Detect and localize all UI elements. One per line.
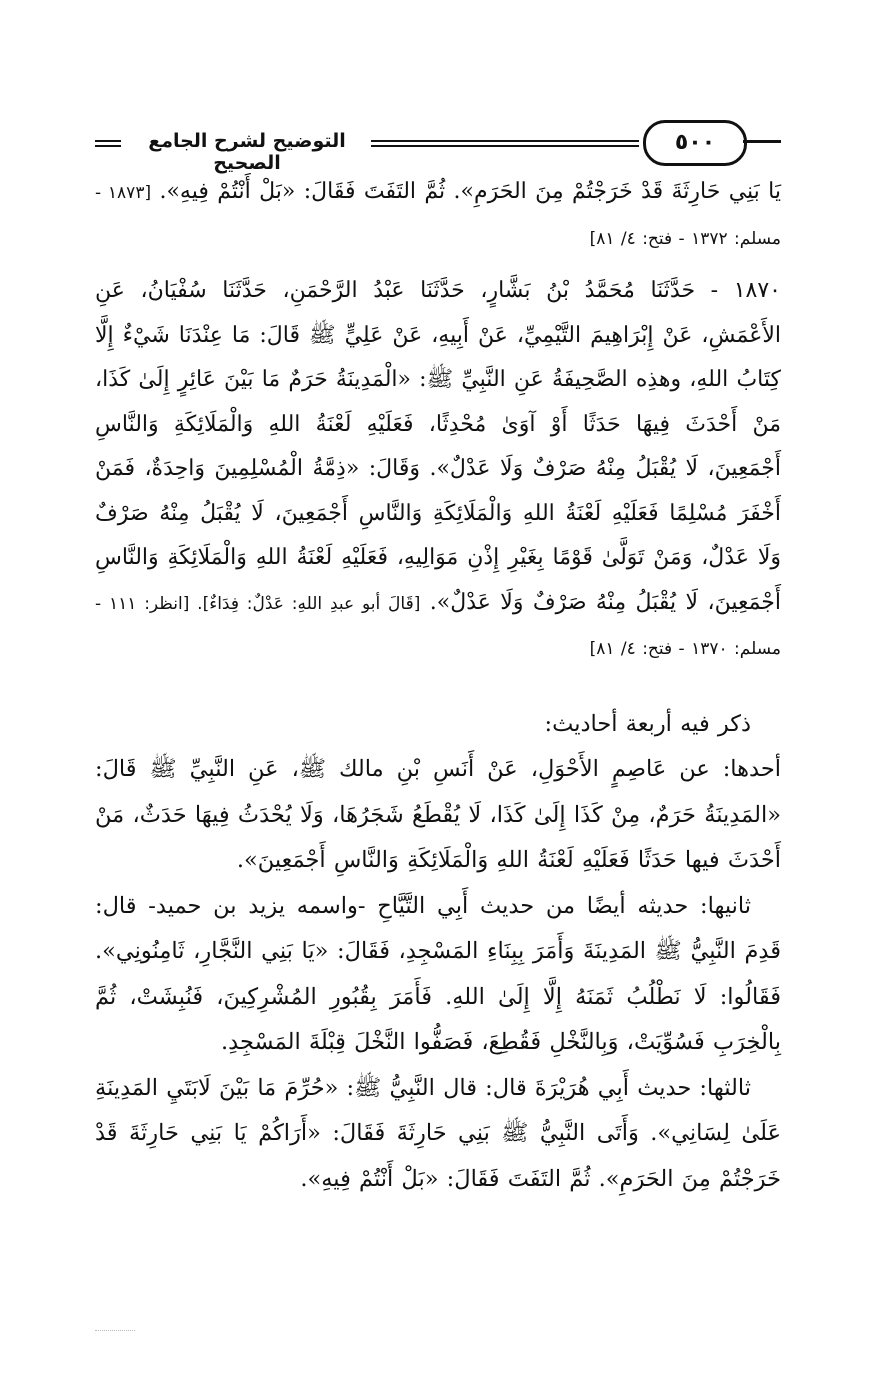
bottom-scan-mark: [95, 1330, 135, 1331]
page-number-tail: [743, 140, 781, 143]
commentary-third-hadith: ثالثها: حديث أَبِي هُرَيْرَةَ قال: قال النَّبِيُّ ﷺ: «حُرِّمَ مَا بَيْنَ لَابَتَيِ المَدِينَةِ عَلَىٰ لِسَانِي». وَأَتَى النَّبِيُّ ﷺ بَنِي حَارِثَةَ فَقَالَ: «أَرَاكُمْ يَا بَنِي حَارِثَةَ قَدْ خَرَجْتُمْ مِنَ الحَرَمِ». ثُمَّ التَفَتَ فَقَالَ: «بَلْ أَنْتُمْ فِيهِ».: [95, 1074, 781, 1192]
hadith-reference: [قَالَ أبو عبدِ اللهِ: عَدْلٌ: فِدَاءٌ]. [انظر: ١١١ - مسلم: ١٣٧٠ - فتح: ٤/ ٨١]: [95, 593, 781, 659]
page-number: ٥٠٠: [643, 120, 747, 166]
book-title: التوضيح لشرح الجامع الصحيح: [148, 130, 346, 174]
book-page: [95, 118, 781, 1202]
hadith-text: يَا بَنِي حَارِثَةَ قَدْ خَرَجْتُمْ مِنَ الحَرَمِ». ثُمَّ التَفَتَ فَقَالَ: «بَلْ أَنْتُمْ فِيهِ».: [151, 179, 781, 204]
hadith-reference: [١٨٧٣ - مسلم: ١٣٧٢ - فتح: ٤/ ٨١]: [95, 183, 781, 249]
hadith-1870: [95, 269, 781, 672]
header-rule-middle: [371, 140, 639, 147]
commentary-intro: ذكر فيه أربعة أحاديث:: [544, 710, 751, 737]
commentary-first-hadith: أحدها: عن عَاصِمٍ الأَحْوَلِ، عَنْ أَنَسِ بْنِ مالك ﷺ، عَنِ النَّبِيِّ ﷺ قَالَ: «المَدِينَةُ حَرَمٌ، مِنْ كَذَا إِلَىٰ كَذَا، لَا يُقْطَعُ شَجَرُهَا، وَلَا يُحْدَثُ فِيهَا حَدَثٌ، مَنْ أَحْدَثَ فيها حَدَثًا فَعَلَيْهِ لَعْنَةُ اللهِ وَالْمَلَائِكَةِ وَالنَّاسِ أَجْمَعِينَ».: [95, 756, 781, 873]
commentary-second-hadith: ثانيها: حديثه أيضًا من حديث أَبِي التَّيَّاحِ -واسمه يزيد بن حميد- قال: قَدِمَ النَّبِيُّ ﷺ المَدِينَةَ وَأَمَرَ بِبِنَاءِ المَسْجِدِ، فَقَالَ: «يَا بَنِي النَّجَّارِ، ثَامِنُونِي». فَقَالُوا: لَا نَطْلُبُ ثَمَنَهُ إِلَّا إِلَىٰ اللهِ. فَأَمَرَ بِقُبُورِ المُشْرِكِينَ، فَنُبِشَتْ، ثُمَّ بِالْخِرَبِ فَسُوِّيَتْ، وَبِالنَّخْلِ فَقُطِعَ، فَصَفُّوا النَّخْلَ قِبْلَةَ المَسْجِدِ.: [95, 892, 781, 1055]
header-rule-left: [95, 140, 121, 147]
hadith-text: ١٨٧٠ - حَدَّثَنَا مُحَمَّدُ بْنُ بَشَّارٍ، حَدَّثَنَا عَبْدُ الرَّحْمَنِ، حَدَّثَنَا سُفْيَانُ، عَنِ الأَعْمَشِ، عَنْ إِبْرَاهِيمَ التَّيْمِيِّ، عَنْ أَبِيهِ، عَنْ عَلِيٍّ ﷺ قَالَ: مَا عِنْدَنَا شَيْءٌ إِلَّا كِتَابُ اللهِ، وهذِه الصَّحِيفَةُ عَنِ النَّبِيِّ ﷺ: «الْمَدِينَةُ حَرَمٌ مَا بَيْنَ عَائِرٍ إِلَىٰ كَذَا، مَنْ أَحْدَثَ فِيهَا حَدَثًا أَوْ آوَىٰ مُحْدِثًا، فَعَلَيْهِ لَعْنَةُ اللهِ وَالْمَلَائِكَةِ وَالنَّاسِ أَجْمَعِينَ، لَا يُقْبَلُ مِنْهُ صَرْفٌ وَلَا عَدْلٌ». وَقَالَ: «ذِمَّةُ الْمُسْلِمِينَ وَاحِدَةٌ، فَمَنْ أَخْفَرَ مُسْلِمًا فَعَلَيْهِ لَعْنَةُ اللهِ وَالْمَلَائِكَةِ وَالنَّاسِ أَجْمَعِينَ، لَا يُقْبَلُ مِنْهُ صَرْفٌ وَلَا عَدْلٌ، وَمَنْ تَوَلَّىٰ قَوْمًا بِغَيْرِ إِذْنِ مَوَالِيهِ، فَعَلَيْهِ لَعْنَةُ اللهِ وَالْمَلَائِكَةِ وَالنَّاسِ أَجْمَعِينَ، لَا يُقْبَلُ مِنْهُ صَرْفٌ وَلَا عَدْلٌ».: [95, 278, 782, 615]
page-header: [95, 118, 781, 174]
hadith-1869-ending: [95, 170, 781, 261]
